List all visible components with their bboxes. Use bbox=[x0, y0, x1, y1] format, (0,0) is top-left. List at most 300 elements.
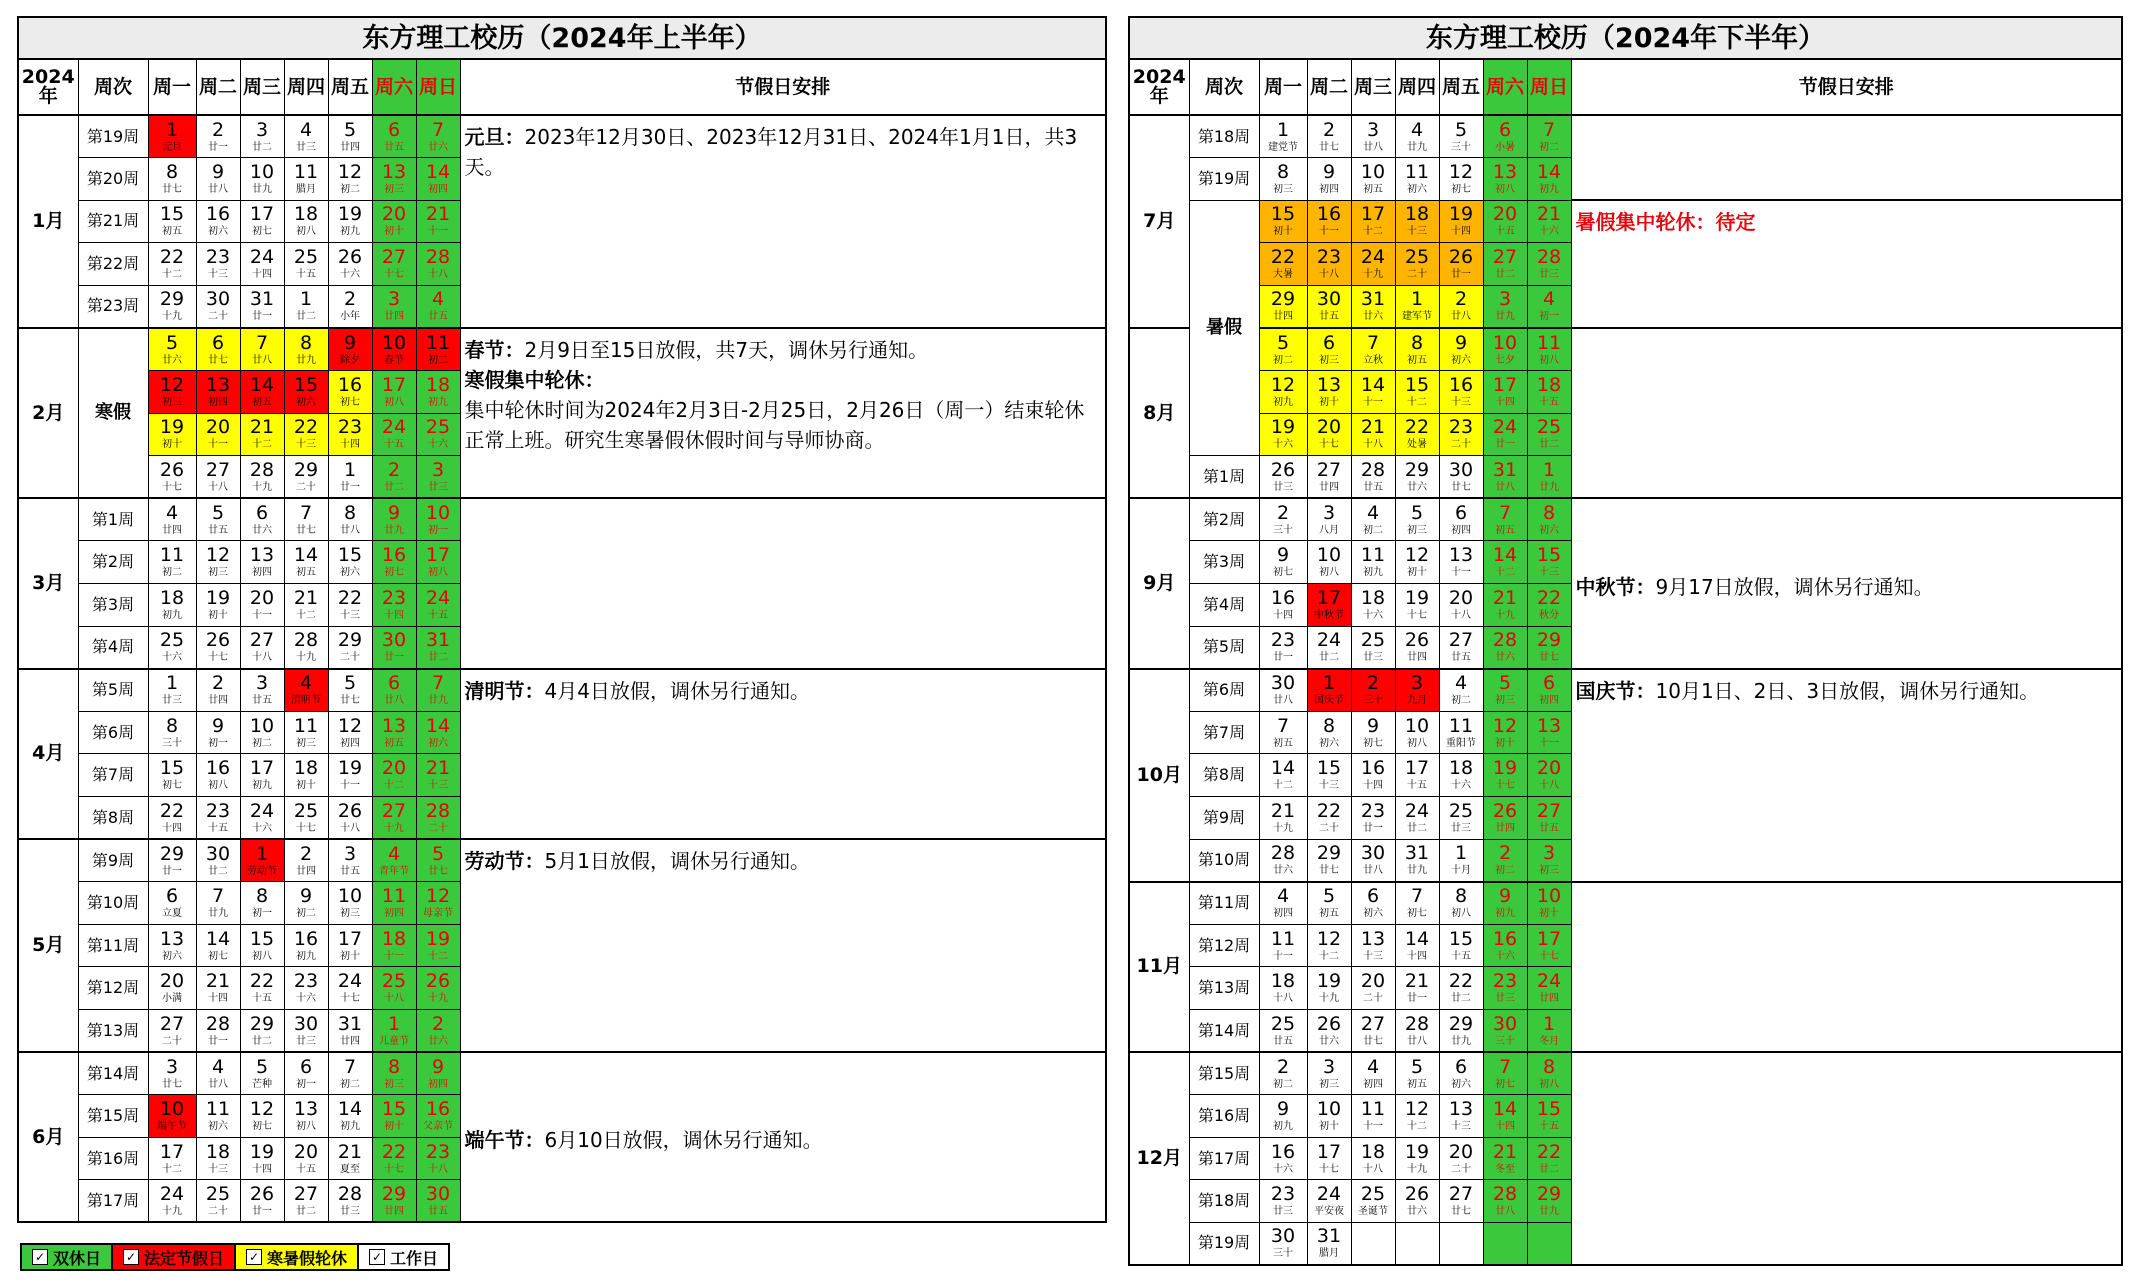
day-cell bbox=[1439, 371, 1483, 414]
day-cell bbox=[1307, 584, 1351, 627]
day-cell bbox=[1307, 669, 1351, 712]
day-number: 24 bbox=[1360, 246, 1386, 269]
lunar-date: 十九 bbox=[296, 652, 316, 664]
day-cell bbox=[1527, 626, 1571, 669]
day-number: 8 bbox=[1410, 331, 1424, 354]
day-cell bbox=[1527, 882, 1571, 925]
day-cell bbox=[1307, 1052, 1351, 1095]
day-cell bbox=[1439, 924, 1483, 967]
lunar-date: 廿二 bbox=[252, 1035, 272, 1047]
day-number: 27 bbox=[1316, 458, 1342, 481]
notes-header: 节假日安排 bbox=[1571, 59, 2122, 115]
day-number: 16 bbox=[381, 544, 407, 567]
day-cell bbox=[1527, 584, 1571, 627]
day-number: 19 bbox=[1448, 203, 1474, 226]
week-label: 第9周 bbox=[78, 839, 148, 882]
lunar-date: 初八 bbox=[1451, 908, 1471, 920]
day-cell bbox=[372, 967, 416, 1010]
day-cell bbox=[1351, 754, 1395, 797]
week-label: 第6周 bbox=[78, 711, 148, 754]
day-number: 30 bbox=[1270, 672, 1296, 695]
day-cell bbox=[1527, 1137, 1571, 1180]
day-number: 16 bbox=[205, 757, 231, 780]
lunar-date: 廿七 bbox=[1319, 141, 1339, 153]
day-cell bbox=[372, 498, 416, 541]
lunar-date: 初七 bbox=[162, 780, 182, 792]
lunar-date: 十一 bbox=[252, 609, 272, 621]
day-cell bbox=[1483, 1180, 1527, 1223]
day-number: 15 bbox=[337, 544, 363, 567]
day-cell bbox=[1395, 328, 1439, 371]
day-cell bbox=[1395, 882, 1439, 925]
lunar-date: 十六 bbox=[1273, 1163, 1293, 1175]
day-cell bbox=[416, 1009, 460, 1052]
lunar-date: 初七 bbox=[252, 1120, 272, 1132]
day-cell bbox=[416, 797, 460, 840]
lunar-date: 廿二 bbox=[252, 141, 272, 153]
holiday-note bbox=[465, 122, 1102, 182]
week-row bbox=[1129, 1052, 2122, 1095]
week-label: 第17周 bbox=[1189, 1137, 1259, 1180]
lunar-date: 十一 bbox=[1451, 567, 1471, 579]
day-number: 31 bbox=[425, 629, 451, 652]
day-cell bbox=[240, 584, 284, 627]
day-cell bbox=[1395, 413, 1439, 456]
day-cell bbox=[1259, 541, 1307, 584]
day-number: 17 bbox=[1316, 1140, 1342, 1163]
day-cell bbox=[1259, 839, 1307, 882]
day-cell bbox=[1527, 711, 1571, 754]
week-label: 第8周 bbox=[1189, 754, 1259, 797]
day-number: 15 bbox=[1270, 203, 1296, 226]
calendar-title: 东方理工校历（2024年上半年） bbox=[18, 17, 1106, 59]
lunar-date: 廿九 bbox=[1407, 141, 1427, 153]
day-number: 23 bbox=[381, 586, 407, 609]
day-cell bbox=[1307, 967, 1351, 1010]
day-cell bbox=[1483, 1137, 1527, 1180]
day-cell bbox=[372, 200, 416, 243]
day-cell bbox=[1483, 967, 1527, 1010]
lunar-date: 腊月 bbox=[296, 183, 316, 195]
day-number: 16 bbox=[1448, 373, 1474, 396]
lunar-date: 十六 bbox=[162, 652, 182, 664]
lunar-date: 初四 bbox=[384, 907, 404, 919]
day-cell bbox=[1307, 200, 1351, 243]
day-cell bbox=[1307, 626, 1351, 669]
day-cell bbox=[372, 328, 416, 371]
holiday-notes bbox=[460, 669, 1106, 839]
day-number: 23 bbox=[293, 970, 319, 993]
day-cell bbox=[416, 498, 460, 541]
day-number: 13 bbox=[159, 927, 185, 950]
day-cell bbox=[1259, 1095, 1307, 1138]
day-cell bbox=[196, 797, 240, 840]
day-number: 18 bbox=[1360, 586, 1386, 609]
lunar-date: 十六 bbox=[252, 822, 272, 834]
day-number: 8 bbox=[299, 331, 313, 354]
day-number: 29 bbox=[159, 288, 185, 311]
lunar-date: 初一 bbox=[296, 1078, 316, 1090]
day-number: 1 bbox=[1322, 672, 1336, 695]
week-label: 第2周 bbox=[1189, 498, 1259, 541]
day-number: 31 bbox=[337, 1012, 363, 1035]
day-cell bbox=[1307, 115, 1351, 158]
day-cell bbox=[148, 541, 196, 584]
day-number: 29 bbox=[249, 1012, 275, 1035]
day-number: 6 bbox=[299, 1055, 313, 1078]
lunar-date: 十九 bbox=[384, 822, 404, 834]
day-cell bbox=[1527, 243, 1571, 286]
week-row bbox=[18, 839, 1106, 882]
lunar-date: 初三 bbox=[1319, 1078, 1339, 1090]
lunar-date: 十五 bbox=[1539, 1120, 1559, 1132]
day-number: 12 bbox=[337, 160, 363, 183]
day-number: 1 bbox=[165, 118, 179, 141]
lunar-date: 劳动节 bbox=[247, 865, 277, 877]
lunar-date: 初二 bbox=[296, 907, 316, 919]
lunar-date: 十四 bbox=[252, 269, 272, 281]
week-label: 第16周 bbox=[78, 1137, 148, 1180]
day-cell bbox=[1351, 371, 1395, 414]
day-cell bbox=[196, 243, 240, 286]
holiday-note bbox=[1576, 676, 2118, 706]
lunar-date: 二十 bbox=[428, 822, 448, 834]
day-cell bbox=[240, 541, 284, 584]
day-number: 14 bbox=[425, 160, 451, 183]
day-cell bbox=[284, 498, 328, 541]
day-number: 3 bbox=[387, 288, 401, 311]
day-number: 25 bbox=[1448, 799, 1474, 822]
day-number: 20 bbox=[159, 970, 185, 993]
day-cell bbox=[1351, 711, 1395, 754]
week-label: 第17周 bbox=[78, 1180, 148, 1223]
day-cell bbox=[1527, 413, 1571, 456]
day-cell bbox=[284, 839, 328, 882]
day-cell bbox=[416, 541, 460, 584]
day-number: 17 bbox=[337, 927, 363, 950]
lunar-date: 初二 bbox=[162, 567, 182, 579]
day-cell bbox=[416, 584, 460, 627]
day-number: 17 bbox=[1360, 203, 1386, 226]
note-title: 元旦： bbox=[464, 125, 525, 149]
lunar-date: 初六 bbox=[1407, 183, 1427, 195]
day-cell bbox=[148, 1137, 196, 1180]
lunar-date: 廿二 bbox=[296, 1205, 316, 1217]
day-cell bbox=[1483, 669, 1527, 712]
day-number: 12 bbox=[1270, 373, 1296, 396]
day-number: 1 bbox=[343, 458, 357, 481]
day-cell bbox=[284, 158, 328, 201]
legend-label: 寒暑假轮休 bbox=[267, 1248, 348, 1268]
day-cell bbox=[1259, 328, 1307, 371]
lunar-date: 十三 bbox=[208, 269, 228, 281]
lunar-date: 十二 bbox=[384, 780, 404, 792]
day-cell bbox=[1439, 967, 1483, 1010]
year-header: 2024年 bbox=[1129, 59, 1189, 115]
day-number: 20 bbox=[381, 757, 407, 780]
day-cell bbox=[328, 456, 372, 499]
day-number: 10 bbox=[337, 884, 363, 907]
lunar-date: 圣诞节 bbox=[1358, 1206, 1388, 1218]
month-label: 5月 bbox=[18, 839, 78, 1052]
day-number: 26 bbox=[159, 458, 185, 481]
day-number: 12 bbox=[1448, 160, 1474, 183]
day-cell bbox=[148, 1052, 196, 1095]
day-cell bbox=[1307, 413, 1351, 456]
day-cell bbox=[284, 413, 328, 456]
day-number: 6 bbox=[165, 884, 179, 907]
lunar-date: 廿三 bbox=[428, 481, 448, 493]
lunar-date: 小年 bbox=[340, 311, 360, 323]
day-cell bbox=[1527, 1052, 1571, 1095]
day-number: 23 bbox=[205, 799, 231, 822]
day-number: 2 bbox=[1498, 842, 1512, 865]
day-number: 4 bbox=[1542, 288, 1556, 311]
week-row bbox=[1129, 328, 2122, 371]
lunar-date: 廿六 bbox=[1319, 1035, 1339, 1047]
day-cell bbox=[240, 243, 284, 286]
lunar-date: 十八 bbox=[252, 652, 272, 664]
lunar-date: 初九 bbox=[1273, 396, 1293, 408]
day-number: 17 bbox=[1536, 927, 1562, 950]
day-number: 25 bbox=[1404, 246, 1430, 269]
day-number: 17 bbox=[1316, 586, 1342, 609]
day-cell bbox=[1307, 882, 1351, 925]
lunar-date: 十一 bbox=[340, 780, 360, 792]
day-cell bbox=[1351, 328, 1395, 371]
day-cell bbox=[372, 626, 416, 669]
month-label: 12月 bbox=[1129, 1052, 1189, 1265]
day-number: 11 bbox=[1448, 714, 1474, 737]
day-cell bbox=[1259, 456, 1307, 499]
day-number: 6 bbox=[387, 672, 401, 695]
day-number: 30 bbox=[1360, 842, 1386, 865]
lunar-date: 十一 bbox=[428, 226, 448, 238]
lunar-date: 十五 bbox=[384, 439, 404, 451]
day-cell bbox=[1395, 541, 1439, 584]
day-cell bbox=[1395, 584, 1439, 627]
day-cell bbox=[1259, 1180, 1307, 1223]
lunar-date: 廿一 bbox=[162, 865, 182, 877]
weekday-header: 周二 bbox=[1307, 59, 1351, 115]
day-number: 15 bbox=[1536, 1097, 1562, 1120]
day-number: 18 bbox=[1270, 970, 1296, 993]
day-number: 2 bbox=[431, 1012, 445, 1035]
day-number: 24 bbox=[159, 1182, 185, 1205]
day-number: 3 bbox=[1322, 501, 1336, 524]
day-number: 7 bbox=[343, 1055, 357, 1078]
lunar-date: 廿四 bbox=[1319, 481, 1339, 493]
day-cell bbox=[240, 115, 284, 158]
lunar-date: 十八 bbox=[428, 269, 448, 281]
day-cell bbox=[416, 924, 460, 967]
lunar-date: 十一 bbox=[208, 439, 228, 451]
lunar-date: 廿三 bbox=[296, 141, 316, 153]
checkbox-icon: ✓ bbox=[32, 1249, 48, 1265]
day-number: 5 bbox=[1276, 331, 1290, 354]
month-label: 3月 bbox=[18, 498, 78, 668]
day-number: 28 bbox=[1270, 842, 1296, 865]
day-number: 28 bbox=[1404, 1012, 1430, 1035]
year-header: 2024年 bbox=[18, 59, 78, 115]
day-cell bbox=[1351, 797, 1395, 840]
day-cell bbox=[1527, 328, 1571, 371]
lunar-date: 二十 bbox=[208, 1205, 228, 1217]
day-number: 22 bbox=[293, 416, 319, 439]
holiday-notes bbox=[460, 328, 1106, 498]
day-cell bbox=[1439, 328, 1483, 371]
day-number: 30 bbox=[381, 629, 407, 652]
day-cell bbox=[328, 1137, 372, 1180]
lunar-date: 十九 bbox=[1495, 609, 1515, 621]
lunar-date: 廿三 bbox=[1451, 822, 1471, 834]
day-number: 21 bbox=[1404, 970, 1430, 993]
lunar-date: 十一 bbox=[1363, 396, 1383, 408]
day-cell bbox=[1483, 158, 1527, 201]
day-number: 4 bbox=[387, 842, 401, 865]
lunar-date: 初五 bbox=[1273, 737, 1293, 749]
day-number: 10 bbox=[1492, 331, 1518, 354]
day-cell bbox=[1527, 797, 1571, 840]
day-number: 14 bbox=[1404, 927, 1430, 950]
day-cell bbox=[1351, 1180, 1395, 1223]
week-label: 第13周 bbox=[1189, 967, 1259, 1010]
day-cell bbox=[148, 584, 196, 627]
month-label: 6月 bbox=[18, 1052, 78, 1222]
day-cell bbox=[240, 328, 284, 371]
lunar-date: 廿七 bbox=[1539, 652, 1559, 664]
day-number: 1 bbox=[1454, 842, 1468, 865]
lunar-date: 廿三 bbox=[1495, 993, 1515, 1005]
day-cell bbox=[1259, 200, 1307, 243]
day-cell bbox=[1351, 1137, 1395, 1180]
day-number: 13 bbox=[1360, 927, 1386, 950]
day-cell bbox=[1439, 1222, 1483, 1265]
lunar-date: 十七 bbox=[1495, 780, 1515, 792]
day-cell bbox=[196, 1137, 240, 1180]
lunar-date: 廿四 bbox=[1539, 993, 1559, 1005]
day-cell bbox=[372, 456, 416, 499]
lunar-date: 初六 bbox=[296, 396, 316, 408]
day-cell bbox=[1351, 669, 1395, 712]
lunar-date: 廿四 bbox=[340, 141, 360, 153]
holiday-notes bbox=[1571, 882, 2122, 1052]
lunar-date: 廿六 bbox=[1407, 1206, 1427, 1218]
day-number: 29 bbox=[159, 842, 185, 865]
lunar-date: 廿五 bbox=[252, 695, 272, 707]
lunar-date: 廿六 bbox=[252, 524, 272, 536]
lunar-date: 廿四 bbox=[162, 524, 182, 536]
day-number: 30 bbox=[1316, 288, 1342, 311]
day-cell bbox=[1483, 882, 1527, 925]
lunar-date: 廿八 bbox=[1273, 695, 1293, 707]
day-cell bbox=[1483, 541, 1527, 584]
checkbox-icon: ✓ bbox=[123, 1249, 139, 1265]
lunar-date: 初二 bbox=[1363, 524, 1383, 536]
day-cell bbox=[1259, 1222, 1307, 1265]
lunar-date: 初八 bbox=[384, 396, 404, 408]
day-cell bbox=[1483, 711, 1527, 754]
day-cell bbox=[196, 285, 240, 328]
lunar-date: 十四 bbox=[1495, 1120, 1515, 1132]
lunar-date: 廿二 bbox=[208, 865, 228, 877]
lunar-date: 初七 bbox=[208, 950, 228, 962]
day-cell bbox=[416, 1052, 460, 1095]
lunar-date: 二十 bbox=[1451, 1163, 1471, 1175]
lunar-date: 廿三 bbox=[1363, 652, 1383, 664]
month-label: 9月 bbox=[1129, 498, 1189, 668]
day-cell bbox=[1439, 839, 1483, 882]
lunar-date: 廿三 bbox=[162, 695, 182, 707]
lunar-date: 十九 bbox=[162, 311, 182, 323]
day-number: 21 bbox=[205, 970, 231, 993]
lunar-date: 初三 bbox=[1273, 183, 1293, 195]
day-cell bbox=[148, 626, 196, 669]
note-title: 清明节： bbox=[464, 678, 545, 703]
day-number: 21 bbox=[425, 203, 451, 226]
day-number: 14 bbox=[205, 927, 231, 950]
day-cell bbox=[1527, 754, 1571, 797]
day-cell bbox=[328, 584, 372, 627]
day-number: 15 bbox=[293, 373, 319, 396]
note-title: 春节： bbox=[464, 337, 525, 362]
day-cell bbox=[328, 626, 372, 669]
lunar-date: 十六 bbox=[340, 269, 360, 281]
lunar-date: 初七 bbox=[1451, 183, 1471, 195]
lunar-date: 廿一 bbox=[252, 1205, 272, 1217]
day-number: 30 bbox=[425, 1182, 451, 1205]
lunar-date: 十三 bbox=[296, 439, 316, 451]
lunar-date: 初九 bbox=[1539, 183, 1559, 195]
day-cell bbox=[372, 754, 416, 797]
lunar-date: 十七 bbox=[384, 269, 404, 281]
day-number: 30 bbox=[1448, 458, 1474, 481]
day-cell bbox=[1483, 1052, 1527, 1095]
day-cell bbox=[1351, 456, 1395, 499]
day-cell bbox=[1395, 924, 1439, 967]
day-number: 10 bbox=[1316, 544, 1342, 567]
lunar-date: 建军节 bbox=[1402, 311, 1432, 323]
day-cell bbox=[1351, 541, 1395, 584]
lunar-date: 初三 bbox=[162, 396, 182, 408]
lunar-date: 初三 bbox=[340, 907, 360, 919]
note-text: 2月9日至15日放假，共7天，调休另行通知。 bbox=[524, 337, 929, 362]
day-cell bbox=[284, 626, 328, 669]
day-number: 9 bbox=[211, 714, 225, 737]
lunar-date: 初七 bbox=[1495, 1078, 1515, 1090]
day-number: 31 bbox=[1360, 288, 1386, 311]
day-cell bbox=[284, 924, 328, 967]
lunar-date: 廿二 bbox=[1495, 269, 1515, 281]
day-cell bbox=[1395, 839, 1439, 882]
day-cell bbox=[372, 115, 416, 158]
day-number: 23 bbox=[1316, 246, 1342, 269]
day-number: 3 bbox=[255, 672, 269, 695]
lunar-date: 除夕 bbox=[340, 354, 360, 366]
lunar-date: 初三 bbox=[208, 567, 228, 579]
day-cell bbox=[1351, 243, 1395, 286]
day-number: 3 bbox=[165, 1055, 179, 1078]
day-number: 17 bbox=[159, 1140, 185, 1163]
day-cell bbox=[284, 882, 328, 925]
day-cell bbox=[1307, 711, 1351, 754]
lunar-date: 廿一 bbox=[1407, 993, 1427, 1005]
day-number: 23 bbox=[1360, 799, 1386, 822]
day-number: 30 bbox=[1492, 1012, 1518, 1035]
lunar-date: 廿八 bbox=[208, 183, 228, 195]
day-number: 2 bbox=[299, 842, 313, 865]
day-cell bbox=[196, 669, 240, 712]
